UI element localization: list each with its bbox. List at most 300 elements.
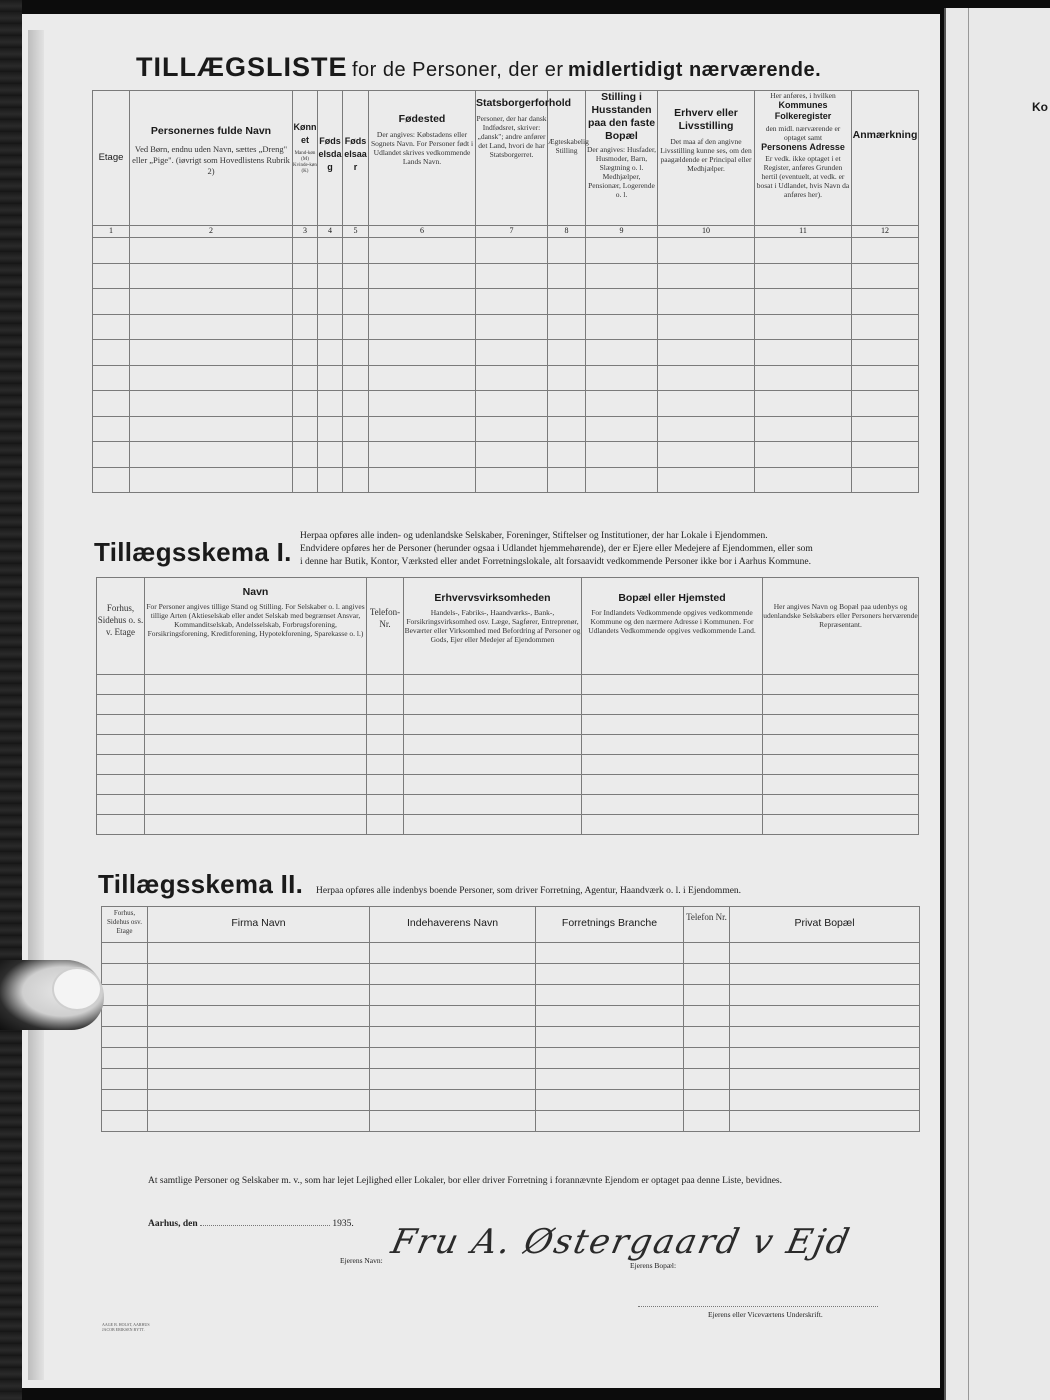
- skema1-intro-line: Herpaa opføres alle inden- og udenlandske Selskaber, Foreninger, Stiftelser og Institutioner, der har Lokale i Ejendommen.: [300, 531, 768, 541]
- table-cell[interactable]: [582, 715, 763, 735]
- table-cell[interactable]: [343, 467, 369, 493]
- table-cell[interactable]: [582, 775, 763, 795]
- table-cell[interactable]: [684, 964, 730, 985]
- table-cell[interactable]: [343, 442, 369, 468]
- table-cell[interactable]: [93, 391, 130, 417]
- table-cell[interactable]: [684, 985, 730, 1006]
- table-cell[interactable]: [548, 442, 586, 468]
- table-cell[interactable]: [102, 1111, 148, 1132]
- col-num: 3: [293, 226, 318, 238]
- table-cell[interactable]: [755, 467, 852, 493]
- table-cell[interactable]: [852, 263, 919, 289]
- table-cell[interactable]: [369, 442, 476, 468]
- table-cell[interactable]: [367, 675, 404, 695]
- table-cell[interactable]: [130, 263, 293, 289]
- table-cell[interactable]: [476, 391, 548, 417]
- table-cell[interactable]: [548, 238, 586, 264]
- table-cell[interactable]: [145, 735, 367, 755]
- table-cell[interactable]: [755, 340, 852, 366]
- table-cell[interactable]: [476, 442, 548, 468]
- owner-name-label: Ejerens Navn:: [340, 1256, 383, 1265]
- table-cell[interactable]: [367, 795, 404, 815]
- skema1-col-etage: Forhus, Sidehus o. s. v. Etage: [97, 578, 145, 675]
- table-cell[interactable]: [763, 735, 919, 755]
- table-cell[interactable]: [684, 1006, 730, 1027]
- list-number-row: [93, 226, 919, 238]
- table-cell[interactable]: [536, 964, 684, 985]
- table-cell[interactable]: [476, 314, 548, 340]
- table-cell[interactable]: [536, 1027, 684, 1048]
- table-cell[interactable]: [658, 391, 755, 417]
- col-sex-header: Kønnet Mand-køn (M) Kvinde-køn (K): [293, 91, 318, 226]
- book-binding: [0, 0, 22, 1400]
- table-cell[interactable]: [102, 1090, 148, 1111]
- page-title: [136, 52, 821, 83]
- table-cell[interactable]: [343, 263, 369, 289]
- table-cell[interactable]: [536, 1111, 684, 1132]
- table-cell[interactable]: [586, 467, 658, 493]
- table-cell[interactable]: [102, 943, 148, 964]
- table-cell[interactable]: [318, 391, 343, 417]
- table-cell[interactable]: [730, 1048, 920, 1069]
- table-cell[interactable]: [852, 340, 919, 366]
- table-cell[interactable]: [318, 416, 343, 442]
- table-cell[interactable]: [476, 365, 548, 391]
- signature-label: Ejerens eller Viceværtens Underskrift.: [708, 1310, 823, 1319]
- supplement-list-table: [92, 90, 919, 493]
- skema1-col-business: Erhvervsvirksomheden Handels-, Fabriks-, Haandværks-, Bank-, Forsikringsvirksomhed osv. Læge, Sagfører, Entreprenør, Beværter eller Virksomhed med Befordring af Personer og Gods, Ejer eller Medejer af Ejendommen: [404, 578, 582, 675]
- table-cell[interactable]: [367, 735, 404, 755]
- table-row: [93, 289, 919, 315]
- table-cell[interactable]: [476, 340, 548, 366]
- col-name-header: Personernes fulde Navn Ved Børn, endnu uden Navn, sættes „Dreng" eller „Pige". (iøvrigt som Hovedlistens Rubrik 2): [130, 91, 293, 226]
- table-cell[interactable]: [755, 314, 852, 340]
- table-cell[interactable]: [536, 1090, 684, 1111]
- table-cell[interactable]: [755, 416, 852, 442]
- table-cell[interactable]: [93, 289, 130, 315]
- table-cell[interactable]: [367, 695, 404, 715]
- table-cell[interactable]: [684, 1090, 730, 1111]
- table-cell[interactable]: [548, 314, 586, 340]
- table-cell[interactable]: [369, 263, 476, 289]
- table-cell[interactable]: [293, 365, 318, 391]
- col-num: 5: [343, 226, 369, 238]
- table-cell[interactable]: [343, 365, 369, 391]
- skema2-col-etage: Forhus, Sidehus osv. Etage: [102, 907, 148, 943]
- table-cell[interactable]: [318, 365, 343, 391]
- table-cell[interactable]: [145, 795, 367, 815]
- table-cell[interactable]: [367, 755, 404, 775]
- table-cell[interactable]: [476, 238, 548, 264]
- adjacent-page-text: Ko: [1032, 100, 1048, 114]
- table-cell[interactable]: [370, 1069, 536, 1090]
- table-cell[interactable]: [582, 815, 763, 835]
- table-cell[interactable]: [404, 755, 582, 775]
- table-cell[interactable]: [367, 815, 404, 835]
- table-row: [97, 815, 919, 835]
- table-cell[interactable]: [97, 715, 145, 735]
- table-cell[interactable]: [97, 755, 145, 775]
- title-sub-1: for de Personer, der er: [351, 59, 564, 81]
- table-cell[interactable]: [130, 365, 293, 391]
- page-gutter-shadow: [28, 30, 44, 1380]
- table-cell[interactable]: [369, 340, 476, 366]
- table-cell[interactable]: [369, 416, 476, 442]
- table-cell[interactable]: [684, 943, 730, 964]
- table-row: [97, 795, 919, 815]
- table-cell[interactable]: [145, 815, 367, 835]
- table-cell[interactable]: [755, 289, 852, 315]
- table-cell[interactable]: [763, 695, 919, 715]
- table-cell[interactable]: [404, 715, 582, 735]
- table-cell[interactable]: [343, 391, 369, 417]
- table-cell[interactable]: [548, 416, 586, 442]
- table-cell[interactable]: [658, 314, 755, 340]
- table-row: [93, 314, 919, 340]
- table-cell[interactable]: [367, 715, 404, 735]
- col-num: 2: [130, 226, 293, 238]
- table-cell[interactable]: [763, 815, 919, 835]
- table-cell[interactable]: [536, 1069, 684, 1090]
- table-cell[interactable]: [684, 1027, 730, 1048]
- table-cell[interactable]: [93, 263, 130, 289]
- table-cell[interactable]: [582, 755, 763, 775]
- table-cell[interactable]: [97, 775, 145, 795]
- table-cell[interactable]: [548, 365, 586, 391]
- table-cell[interactable]: [130, 467, 293, 493]
- table-cell[interactable]: [730, 1111, 920, 1132]
- col-num: 4: [318, 226, 343, 238]
- footer-statement: At samtlige Personer og Selskaber m. v., som har lejet Lejlighed eller Lokaler, bor eller driver Forretning i forannævnte Ejendom er optaget paa denne Liste, bevidnes.: [148, 1176, 782, 1186]
- table-cell[interactable]: [476, 467, 548, 493]
- table-cell[interactable]: [318, 314, 343, 340]
- table-row: [102, 1090, 920, 1111]
- table-cell[interactable]: [536, 943, 684, 964]
- table-cell[interactable]: [586, 365, 658, 391]
- table-cell[interactable]: [318, 238, 343, 264]
- table-cell[interactable]: [369, 314, 476, 340]
- table-row: [93, 365, 919, 391]
- table-cell[interactable]: [102, 1027, 148, 1048]
- table-cell[interactable]: [148, 1069, 370, 1090]
- table-cell[interactable]: [293, 442, 318, 468]
- table-cell[interactable]: [763, 715, 919, 735]
- table-cell[interactable]: [293, 416, 318, 442]
- table-cell[interactable]: [102, 1006, 148, 1027]
- table-cell[interactable]: [852, 289, 919, 315]
- table-cell[interactable]: [343, 340, 369, 366]
- table-cell[interactable]: [369, 238, 476, 264]
- table-cell[interactable]: [404, 815, 582, 835]
- table-row: [93, 263, 919, 289]
- table-cell[interactable]: [369, 391, 476, 417]
- table-cell[interactable]: [293, 289, 318, 315]
- table-cell[interactable]: [97, 735, 145, 755]
- table-cell[interactable]: [369, 289, 476, 315]
- adjacent-page-edge: [968, 8, 1050, 1400]
- table-cell[interactable]: [536, 985, 684, 1006]
- table-row: [102, 943, 920, 964]
- table-cell[interactable]: [763, 755, 919, 775]
- table-cell[interactable]: [343, 314, 369, 340]
- table-cell[interactable]: [755, 263, 852, 289]
- table-cell[interactable]: [148, 964, 370, 985]
- table-cell[interactable]: [586, 263, 658, 289]
- col-address-header: Her anføres, i hvilken Kommunes Folkeregister den midl. nærværende er optaget samt Personens Adresse Er vedk. ikke optaget i et Register, anføres Grunden hertil (eventuelt, at vedk. er bosat i Udlandet, hvis Navn da anføres her).: [755, 91, 852, 226]
- thumbnail: [52, 967, 102, 1011]
- skema1-col-representative: Her angives Navn og Bopæl paa udenbys og udenlandske Selskabers eller Personers herværende Repræsentant.: [763, 578, 919, 675]
- skema1-header-row: [97, 578, 919, 675]
- table-cell[interactable]: [658, 467, 755, 493]
- table-cell[interactable]: [148, 1027, 370, 1048]
- table-cell[interactable]: [730, 1006, 920, 1027]
- table-cell[interactable]: [548, 289, 586, 315]
- table-cell[interactable]: [293, 314, 318, 340]
- skema2-col-owner: Indehaverens Navn: [370, 907, 536, 943]
- footer-year: 1935.: [332, 1219, 354, 1229]
- table-cell[interactable]: [93, 340, 130, 366]
- table-row: [97, 695, 919, 715]
- table-cell[interactable]: [582, 735, 763, 755]
- table-row: [102, 964, 920, 985]
- table-cell[interactable]: [367, 775, 404, 795]
- table-cell[interactable]: [730, 964, 920, 985]
- table-cell[interactable]: [476, 416, 548, 442]
- table-cell[interactable]: [343, 238, 369, 264]
- table-cell[interactable]: [730, 1090, 920, 1111]
- table-cell[interactable]: [582, 695, 763, 715]
- table-row: [97, 755, 919, 775]
- table-cell[interactable]: [548, 263, 586, 289]
- table-cell[interactable]: [852, 442, 919, 468]
- table-cell[interactable]: [97, 795, 145, 815]
- table-cell[interactable]: [586, 416, 658, 442]
- table-cell[interactable]: [586, 289, 658, 315]
- col-household-header: Stilling i Husstanden paa den faste Bopæl Der angives: Husfader, Husmoder, Barn, Slægtning o. l. Medhjælper, Pensionær, Logerende o. l.: [586, 91, 658, 226]
- table-cell[interactable]: [548, 340, 586, 366]
- col-num: 6: [369, 226, 476, 238]
- col-num: 9: [586, 226, 658, 238]
- table-row: [102, 1006, 920, 1027]
- table-cell[interactable]: [130, 314, 293, 340]
- table-cell[interactable]: [293, 340, 318, 366]
- table-cell[interactable]: [548, 467, 586, 493]
- table-cell[interactable]: [93, 238, 130, 264]
- table-cell[interactable]: [730, 985, 920, 1006]
- table-cell[interactable]: [755, 442, 852, 468]
- table-row: [93, 238, 919, 264]
- table-cell[interactable]: [145, 695, 367, 715]
- table-cell[interactable]: [343, 416, 369, 442]
- table-cell[interactable]: [93, 467, 130, 493]
- table-cell[interactable]: [102, 1069, 148, 1090]
- skema1-table: [96, 577, 919, 835]
- skema2-intro: Herpaa opføres alle indenbys boende Personer, som driver Forretning, Agentur, Haandværk o. l. i Ejendommen.: [316, 886, 742, 896]
- table-cell[interactable]: [684, 1048, 730, 1069]
- table-cell[interactable]: [293, 238, 318, 264]
- table-cell[interactable]: [370, 1111, 536, 1132]
- table-cell[interactable]: [684, 1111, 730, 1132]
- table-cell[interactable]: [404, 795, 582, 815]
- table-cell[interactable]: [536, 1048, 684, 1069]
- table-cell[interactable]: [318, 467, 343, 493]
- table-cell[interactable]: [730, 943, 920, 964]
- table-cell[interactable]: [145, 715, 367, 735]
- table-cell[interactable]: [763, 795, 919, 815]
- table-cell[interactable]: [852, 238, 919, 264]
- table-cell[interactable]: [102, 985, 148, 1006]
- table-cell[interactable]: [730, 1027, 920, 1048]
- table-cell[interactable]: [370, 943, 536, 964]
- table-cell[interactable]: [318, 340, 343, 366]
- table-cell[interactable]: [582, 795, 763, 815]
- table-row: [97, 735, 919, 755]
- table-row: [102, 1069, 920, 1090]
- table-cell[interactable]: [658, 416, 755, 442]
- table-cell[interactable]: [536, 1006, 684, 1027]
- table-cell[interactable]: [130, 340, 293, 366]
- skema2-col-phone: Telefon Nr.: [684, 907, 730, 943]
- table-cell[interactable]: [370, 1027, 536, 1048]
- table-cell[interactable]: [763, 775, 919, 795]
- footer-place: Aarhus, den: [148, 1219, 198, 1229]
- table-cell[interactable]: [852, 314, 919, 340]
- col-num: 12: [852, 226, 919, 238]
- col-citizenship-header: Statsborgerforhold Personer, der har dansk Indfødsret, skriver: „dansk"; andre anfører det Land, hvori de har Statsborgerret.: [476, 91, 548, 226]
- col-num: 10: [658, 226, 755, 238]
- table-cell[interactable]: [148, 1111, 370, 1132]
- table-cell[interactable]: [130, 238, 293, 264]
- table-cell[interactable]: [586, 340, 658, 366]
- table-cell[interactable]: [369, 467, 476, 493]
- table-cell[interactable]: [293, 467, 318, 493]
- table-cell[interactable]: [145, 775, 367, 795]
- table-row: [93, 467, 919, 493]
- table-cell[interactable]: [130, 391, 293, 417]
- table-cell[interactable]: [404, 695, 582, 715]
- table-cell[interactable]: [586, 391, 658, 417]
- table-row: [102, 1027, 920, 1048]
- table-cell[interactable]: [318, 442, 343, 468]
- col-num: 1: [93, 226, 130, 238]
- table-cell[interactable]: [852, 467, 919, 493]
- table-cell[interactable]: [102, 964, 148, 985]
- table-cell[interactable]: [852, 391, 919, 417]
- table-cell[interactable]: [730, 1069, 920, 1090]
- table-cell[interactable]: [130, 442, 293, 468]
- table-cell[interactable]: [93, 365, 130, 391]
- table-cell[interactable]: [658, 263, 755, 289]
- table-cell[interactable]: [370, 1048, 536, 1069]
- table-cell[interactable]: [130, 289, 293, 315]
- table-cell[interactable]: [586, 314, 658, 340]
- table-cell[interactable]: [148, 985, 370, 1006]
- table-cell[interactable]: [658, 238, 755, 264]
- table-cell[interactable]: [97, 695, 145, 715]
- table-cell[interactable]: [145, 755, 367, 775]
- table-cell[interactable]: [586, 442, 658, 468]
- skema2-title: Tillægsskema II.: [98, 869, 304, 899]
- table-cell[interactable]: [97, 815, 145, 835]
- table-cell[interactable]: [658, 289, 755, 315]
- title-sub-2: midlertidigt nærværende.: [568, 59, 822, 81]
- table-cell[interactable]: [93, 416, 130, 442]
- table-cell[interactable]: [293, 263, 318, 289]
- table-cell[interactable]: [476, 289, 548, 315]
- table-cell[interactable]: [755, 238, 852, 264]
- table-cell[interactable]: [148, 943, 370, 964]
- table-cell[interactable]: [852, 365, 919, 391]
- skema2-table: [101, 906, 920, 1132]
- table-cell[interactable]: [763, 675, 919, 695]
- list-header-row: [93, 91, 919, 226]
- col-etage-header: Etage: [93, 91, 130, 226]
- table-cell[interactable]: [369, 365, 476, 391]
- table-cell[interactable]: [102, 1048, 148, 1069]
- table-cell[interactable]: [93, 314, 130, 340]
- skema1-intro-line: Endvidere opføres her de Personer (herunder ogsaa i Udlandet hjemmehørende), der er Ejere eller Medejere af Ejendommen, eller som: [300, 544, 813, 554]
- table-cell[interactable]: [93, 442, 130, 468]
- table-cell[interactable]: [404, 735, 582, 755]
- table-cell[interactable]: [370, 964, 536, 985]
- table-cell[interactable]: [148, 1090, 370, 1111]
- table-cell[interactable]: [548, 391, 586, 417]
- col-num: 11: [755, 226, 852, 238]
- title-main: TILLÆGSLISTE: [136, 52, 348, 82]
- table-cell[interactable]: [148, 1006, 370, 1027]
- table-cell[interactable]: [755, 365, 852, 391]
- table-cell[interactable]: [148, 1048, 370, 1069]
- skema2-header-row: [102, 907, 920, 943]
- col-remark-header: Anmærkning: [852, 91, 919, 226]
- date-line: [200, 1225, 330, 1226]
- signature-line: [638, 1306, 878, 1307]
- table-cell[interactable]: [370, 1090, 536, 1111]
- owner-signature: Fru A. Østergaard v Ejd: [387, 1222, 855, 1262]
- table-cell[interactable]: [404, 675, 582, 695]
- table-cell[interactable]: [586, 238, 658, 264]
- skema2-col-private: Privat Bopæl: [730, 907, 920, 943]
- col-birthplace-header: Fødested Der angives: Købstadens eller Sognets Navn. For Personer født i Udlandet skrives vedkommende Lands Navn.: [369, 91, 476, 226]
- skema1-intro: [300, 530, 920, 569]
- skema1-col-name: Navn For Personer angives tillige Stand og Stilling. For Selskaber o. l. angives tillige Arten (Aktieselskab eller andet Selskab med begrænset Ansvar, Kommanditselskab, Andelsselskab, Forbrugsforening, Forsikringsforening, Kreditforening, Hypotekforening, Sparekasse o. l.): [145, 578, 367, 675]
- table-cell[interactable]: [130, 416, 293, 442]
- table-cell[interactable]: [370, 1006, 536, 1027]
- table-cell[interactable]: [318, 263, 343, 289]
- table-cell[interactable]: [476, 263, 548, 289]
- table-cell[interactable]: [343, 289, 369, 315]
- table-cell[interactable]: [97, 675, 145, 695]
- table-cell[interactable]: [318, 289, 343, 315]
- table-row: [97, 675, 919, 695]
- table-row: [102, 1048, 920, 1069]
- table-cell[interactable]: [658, 340, 755, 366]
- table-cell[interactable]: [658, 365, 755, 391]
- table-cell[interactable]: [404, 775, 582, 795]
- table-cell[interactable]: [658, 442, 755, 468]
- table-cell[interactable]: [145, 675, 367, 695]
- table-cell[interactable]: [293, 391, 318, 417]
- list-body: [93, 238, 919, 493]
- table-cell[interactable]: [755, 391, 852, 417]
- skema1-title: Tillægsskema I.: [94, 537, 292, 567]
- table-cell[interactable]: [582, 675, 763, 695]
- table-cell[interactable]: [370, 985, 536, 1006]
- table-cell[interactable]: [852, 416, 919, 442]
- col-marital-header: Ægteskabelig Stilling: [548, 91, 586, 226]
- table-row: [93, 340, 919, 366]
- table-cell[interactable]: [684, 1069, 730, 1090]
